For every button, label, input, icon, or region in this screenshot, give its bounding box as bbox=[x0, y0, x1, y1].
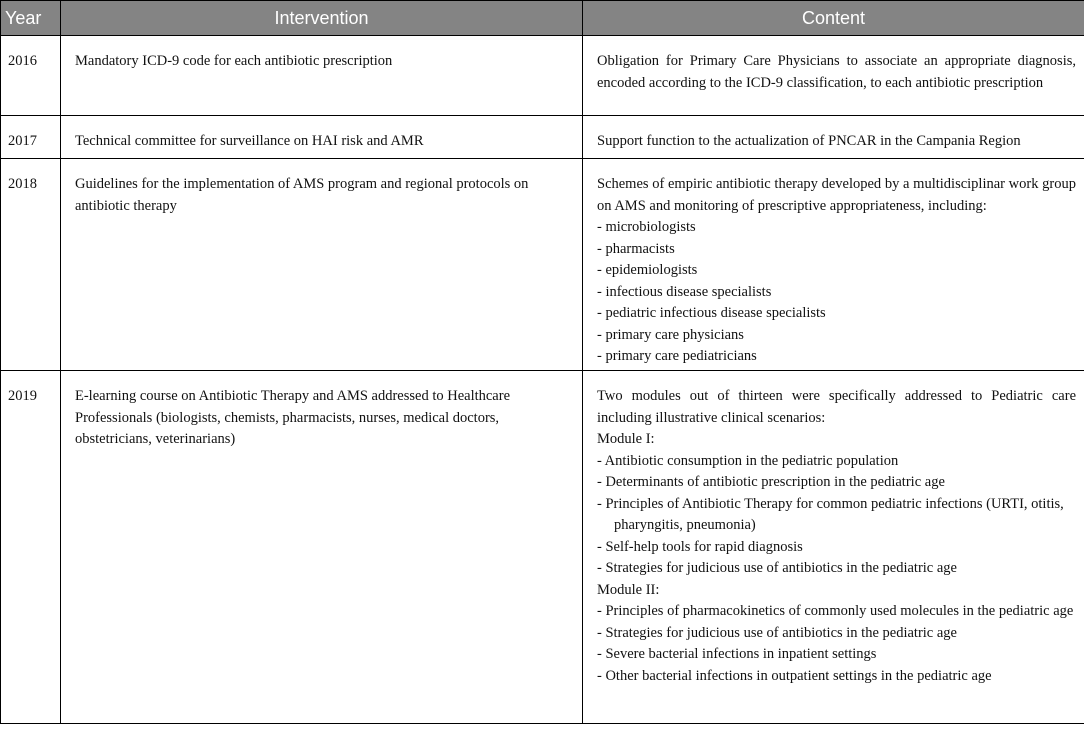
year-cell: 2019 bbox=[1, 371, 61, 724]
year-cell: 2016 bbox=[1, 36, 61, 116]
list-item: - Principles of pharmacokinetics of commonly used molecules in the pediatric age bbox=[597, 603, 1074, 619]
list-item: - Other bacterial infections in outpatient settings in the pediatric age bbox=[597, 667, 992, 684]
table-row bbox=[1, 116, 1084, 159]
content-cell bbox=[583, 36, 1084, 116]
header-content: Content bbox=[583, 1, 1084, 36]
list-item: - microbiologists bbox=[597, 219, 696, 235]
list-item: - pediatric infectious disease specialists bbox=[597, 305, 826, 321]
list-item: - epidemiologists bbox=[597, 262, 698, 278]
header-year: Year bbox=[1, 1, 61, 36]
list-item: - infectious disease specialists bbox=[597, 283, 772, 300]
content-cell bbox=[583, 116, 1084, 159]
list-item: - primary care pediatricians bbox=[597, 348, 757, 364]
intervention-cell: Technical committee for surveillance on HAI risk and AMR bbox=[61, 116, 583, 159]
content-text: Schemes of empiric antibiotic therapy developed by a multidisciplinar work group on AMS and monitoring of prescriptive appropriateness, including: bbox=[597, 176, 1076, 214]
year-cell: 2018 bbox=[1, 159, 61, 371]
list-item: - Strategies for judicious use of antibiotics in the pediatric age bbox=[597, 560, 957, 576]
list-item: - Antibiotic consumption in the pediatric population bbox=[597, 452, 899, 469]
table-row bbox=[1, 371, 1084, 724]
module-title: Module II: bbox=[597, 581, 660, 598]
module-title: Module I: bbox=[597, 431, 655, 447]
list-item: - Determinants of antibiotic prescription in the pediatric age bbox=[597, 474, 945, 490]
list-item: - primary care physicians bbox=[597, 326, 744, 343]
content-text: Obligation for Primary Care Physicians to associate an appropriate diagnosis, encoded according to the ICD-9 classification, to each antibiotic prescription bbox=[597, 53, 1076, 91]
content-cell bbox=[583, 159, 1084, 371]
content-text: Two modules out of thirteen were specifically addressed to Pediatric care including illustrative clinical scenarios: bbox=[597, 388, 1076, 426]
table-row bbox=[1, 36, 1084, 116]
list-item: - Strategies for judicious use of antibiotics in the pediatric age bbox=[597, 624, 957, 641]
header-row bbox=[1, 1, 1084, 36]
table-row bbox=[1, 159, 1084, 371]
list-item: - Principles of Antibiotic Therapy for common pediatric infections (URTI, otitis, pharyngitis, pneumonia) bbox=[597, 495, 1064, 533]
year-cell: 2017 bbox=[1, 116, 61, 159]
list-item: - pharmacists bbox=[597, 240, 675, 257]
header-intervention: Intervention bbox=[61, 1, 583, 36]
content-cell bbox=[583, 371, 1084, 724]
content-text: Support function to the actualization of PNCAR in the Campania Region bbox=[597, 133, 1021, 149]
intervention-cell: Guidelines for the implementation of AMS program and regional protocols on antibiotic therapy bbox=[61, 159, 583, 371]
list-item: - Severe bacterial infections in inpatient settings bbox=[597, 646, 877, 662]
list-item: - Self-help tools for rapid diagnosis bbox=[597, 538, 803, 555]
intervention-cell: E-learning course on Antibiotic Therapy and AMS addressed to Healthcare Professionals (biologists, chemists, pharmacists, nurses, medical doctors, obstetricians, veterinarians) bbox=[61, 371, 583, 724]
intervention-cell: Mandatory ICD-9 code for each antibiotic prescription bbox=[61, 36, 583, 116]
